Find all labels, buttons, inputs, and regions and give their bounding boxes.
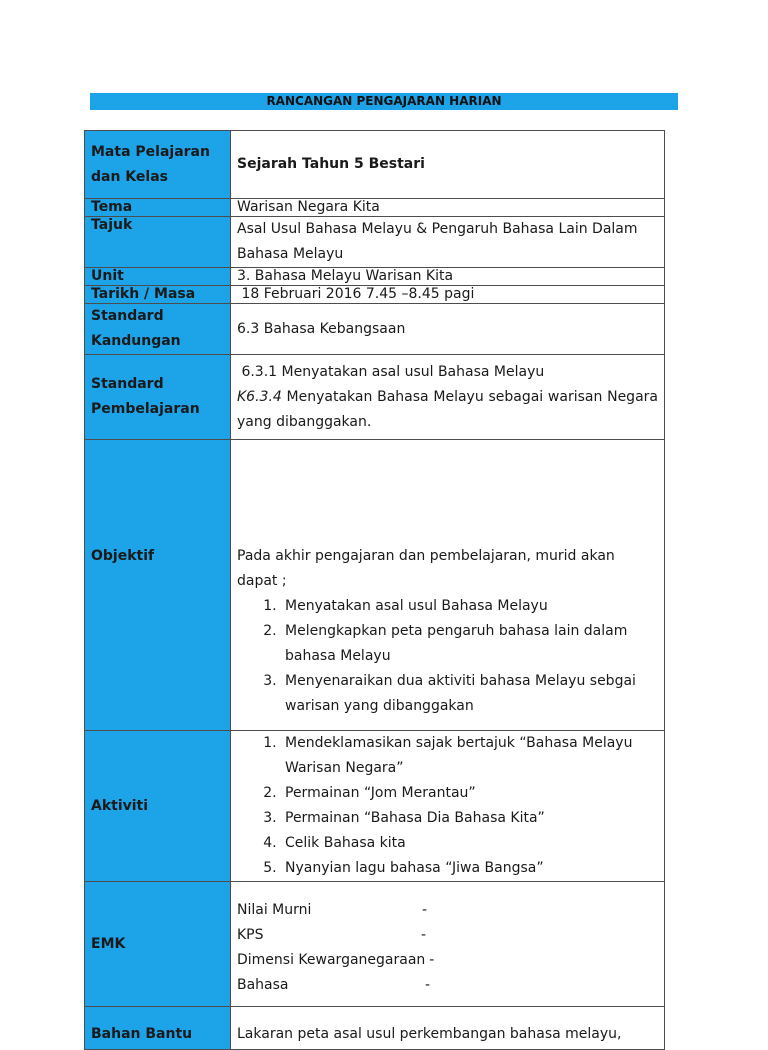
bahan-bantu-label: Bahan Bantu xyxy=(85,1007,231,1050)
standard-text: Menyatakan Bahasa Melayu sebagai warisan Negara yang dibanggakan. xyxy=(237,388,658,430)
document-title: RANCANGAN PENGAJARAN HARIAN xyxy=(90,93,678,110)
table-row xyxy=(85,217,665,268)
table-row xyxy=(85,731,665,882)
standard-pembelajaran-label: Standard Pembelajaran xyxy=(85,355,231,440)
list-item: 3. Permainan “Bahasa Dia Bahasa Kita” xyxy=(281,806,658,831)
standard-kandungan-label: Standard Kandungan xyxy=(85,304,231,355)
list-item: 1. Menyatakan asal usul Bahasa Melayu xyxy=(281,594,658,619)
standard-kandungan-value: 6.3 Bahasa Kebangsaan xyxy=(231,304,665,355)
objektif-intro: Pada akhir pengajaran dan pembelajaran, murid akan dapat ; xyxy=(237,548,615,589)
table-row xyxy=(85,268,665,286)
emk-key: KPS xyxy=(237,927,264,943)
emk-key: Nilai Murni xyxy=(237,902,312,918)
aktiviti-list xyxy=(237,731,658,881)
tema-value: Warisan Negara Kita xyxy=(231,199,665,217)
emk-dash: - xyxy=(425,977,431,993)
emk-item xyxy=(237,948,658,973)
emk-dash: - xyxy=(421,927,427,943)
mata-pelajaran-label: Mata Pelajaran dan Kelas xyxy=(85,131,231,199)
objektif-value xyxy=(231,440,665,731)
standard-pembelajaran-value xyxy=(231,355,665,440)
tajuk-value: Asal Usul Bahasa Melayu & Pengaruh Bahasa Lain Dalam Bahasa Melayu xyxy=(231,217,665,268)
list-item: 2. Melengkapkan peta pengaruh bahasa lain dalam bahasa Melayu xyxy=(281,619,658,669)
list-item: 1. Mendeklamasikan sajak bertajuk “Bahasa Melayu Warisan Negara” xyxy=(281,731,658,781)
mata-pelajaran-value: Sejarah Tahun 5 Bestari xyxy=(231,131,665,199)
table-row xyxy=(85,199,665,217)
emk-item xyxy=(237,923,658,948)
objektif-label: Objektif xyxy=(85,440,231,731)
standard-pembelajaran-line2 xyxy=(237,385,658,435)
emk-key: Bahasa xyxy=(237,977,289,993)
table-row xyxy=(85,882,665,1007)
table-row xyxy=(85,355,665,440)
aktiviti-label: Aktiviti xyxy=(85,731,231,882)
list-item: 3. Menyenaraikan dua aktiviti bahasa Melayu sebgai warisan yang dibanggakan xyxy=(281,669,658,719)
table-row xyxy=(85,286,665,304)
standard-pembelajaran-line1: 6.3.1 Menyatakan asal usul Bahasa Melayu xyxy=(237,363,545,380)
list-item: 2. Permainan “Jom Merantau” xyxy=(281,781,658,806)
table-row xyxy=(85,1007,665,1050)
list-item: 4. Celik Bahasa kita xyxy=(281,831,658,856)
tajuk-label xyxy=(85,217,231,268)
emk-dash: - xyxy=(422,902,428,918)
table-row xyxy=(85,304,665,355)
emk-label: EMK xyxy=(85,882,231,1007)
tema-label: Tema xyxy=(85,199,231,217)
tarikh-label: Tarikh / Masa xyxy=(85,286,231,304)
bahan-bantu-value: Lakaran peta asal usul perkembangan bahasa melayu, xyxy=(231,1007,665,1050)
tarikh-value: 18 Februari 2016 7.45 –8.45 pagi xyxy=(231,286,665,304)
emk-value xyxy=(231,882,665,1007)
aktiviti-value xyxy=(231,731,665,882)
standard-code: K6.3.4 xyxy=(237,388,282,405)
lesson-plan-table xyxy=(84,130,665,1050)
objektif-list xyxy=(237,594,658,719)
unit-value: 3. Bahasa Melayu Warisan Kita xyxy=(231,268,665,286)
list-item: 5. Nyanyian lagu bahasa “Jiwa Bangsa” xyxy=(281,856,658,881)
table-row xyxy=(85,440,665,731)
unit-label: Unit xyxy=(85,268,231,286)
emk-dash: - xyxy=(429,952,435,968)
tajuk-label-text: Tajuk xyxy=(91,217,133,233)
emk-item xyxy=(237,898,658,923)
emk-item xyxy=(237,973,658,998)
table-row xyxy=(85,131,665,199)
emk-key: Dimensi Kewarganegaraan xyxy=(237,952,426,968)
